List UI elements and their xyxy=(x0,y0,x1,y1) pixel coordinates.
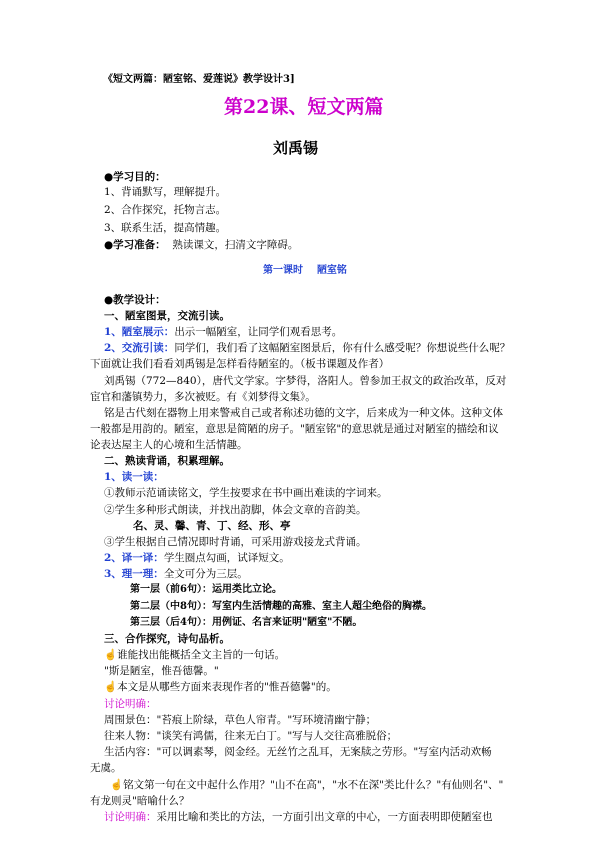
design-heading: ●教学设计： xyxy=(104,294,166,306)
objective-item: 3、联系生活，提高情趣。 xyxy=(104,222,227,234)
hand-pointer-icon: ☝ xyxy=(104,649,118,661)
paragraph-line: ③学生根据自己情况即时背诵，可采用游戏接龙式背诵。 xyxy=(104,536,367,548)
layer-item: 第二层（中8句）：写室内生活情趣的高雅、室主人超尘绝俗的胸襟。 xyxy=(130,601,432,612)
paragraph-line: 刘禹锡（772—840），唐代文学家。字梦得，洛阳人。曾参加王叔文的政治改革，反对 xyxy=(104,375,507,387)
answer-line: "斯是陋室，惟吾德馨。" xyxy=(104,665,219,677)
item-label: 2、译一译： xyxy=(104,552,164,564)
question-text: 铭文第一句在文中起什么作用？"山不在高"，"水不在深"类比什么？"有仙则名"、" xyxy=(123,779,504,791)
item-text: 同学们，我们看了这幅陋室图景后，你有什么感受呢？你想说些什么呢？ xyxy=(174,342,511,354)
prep-line xyxy=(104,237,298,253)
paragraph-line: 周围景色："苔痕上阶绿，草色人帘青。"写环境清幽宁静； xyxy=(104,714,377,726)
paragraph xyxy=(104,809,493,825)
paragraph-line: 下面就让我们看看刘禹锡是怎样看待陋室的。（板书课题及作者） xyxy=(90,358,390,370)
paragraph-line: 宦官和藩镇势力，多次被贬。有《刘梦得文集》。 xyxy=(90,391,316,403)
question xyxy=(104,679,337,695)
prep-text: 熟读课文，扫清文字障碍。 xyxy=(172,239,299,251)
objective-item: 2、合作探究，托物言志。 xyxy=(104,204,227,216)
question-text: 谁能找出能概括全文主旨的一句话。 xyxy=(117,649,286,661)
item-label: 2、交流引读： xyxy=(104,342,175,354)
layer-item: 第一层（前6句）：运用类比立论。 xyxy=(130,584,282,595)
paragraph-line: 有龙则灵"暗喻什么？ xyxy=(90,795,190,807)
paragraph-line: 无虞。 xyxy=(90,762,122,774)
paragraph xyxy=(104,566,248,582)
paragraph-line: ①教师示范诵读铭文，学生按要求在书中画出难读的字词来。 xyxy=(104,487,388,499)
paragraph-line: 一般都是用韵的。陋室，意思是简陋的房子。"陋室铭"的意思就是通过对陋室的描绘和议 xyxy=(90,423,499,435)
item-label: 1、陋室展示： xyxy=(104,326,175,338)
item-label: 3、理一理： xyxy=(104,568,164,580)
item-text: 全文可分为三层。 xyxy=(163,568,248,580)
paragraph xyxy=(104,550,290,566)
item-text: 学生圈点勾画，试译短文。 xyxy=(163,552,290,564)
paragraph-line: 论表达屋主人的心境和生活情趣。 xyxy=(90,439,248,451)
item-text: 出示一幅陋室，让同学们观看思考。 xyxy=(174,326,343,338)
paragraph xyxy=(104,324,342,340)
paragraph-line: ②学生多种形式朗读，并找出韵脚，体会文章的音韵美。 xyxy=(104,504,367,516)
discuss-label: 讨论明确： xyxy=(104,698,157,710)
paragraph-text: 采用比喻和类比的方法，一方面引出文章的中心，一方面表明即使陋室也 xyxy=(156,811,493,823)
lesson-name: 陋室铭 xyxy=(316,265,347,276)
hand-pointer-icon: ☝ xyxy=(104,681,118,693)
discuss-label: 讨论明确： xyxy=(104,811,157,823)
page-title: 第22课、短文两篇 xyxy=(224,96,384,118)
hand-pointer-icon: ☝ xyxy=(110,779,124,791)
question xyxy=(104,647,285,663)
lesson-label: 第一课时 xyxy=(263,265,303,276)
section-heading: 三、合作探究，诗句品析。 xyxy=(104,633,230,645)
rhyme-list: 名、灵、馨、青、丁、经、形、亭 xyxy=(133,520,291,532)
layer-item: 第三层（后4句）：用例证、名言来证明"陋室"不陋。 xyxy=(130,617,363,628)
paragraph-line: 生活内容："可以调素琴，阅金经。无丝竹之乱耳，无案牍之劳形。"写室内活动欢畅 xyxy=(104,746,492,758)
question xyxy=(110,777,503,793)
objectives-heading: ●学习目的： xyxy=(104,171,166,183)
item-label: 1、读一读： xyxy=(104,471,164,483)
section-heading: 二、熟读背诵，积累理解。 xyxy=(104,455,230,467)
author-name: 刘禹锡 xyxy=(273,139,319,157)
doc-label: 《短文两篇：陋室铭、爱莲说》教学设计3] xyxy=(103,74,295,85)
section-heading: 一、陋室图景，交流引读。 xyxy=(104,310,230,322)
lesson-heading xyxy=(263,264,347,278)
paragraph-line: 铭是古代刻在器物上用来警戒自己或者称述功德的文字，后来成为一种文体。这种文体 xyxy=(104,407,503,419)
paragraph-line: 往来人物："谈笑有鸿儒，往来无白丁。"写与人交往高雅脱俗； xyxy=(104,730,398,742)
question-text: 本文是从哪些方面来表现作者的"惟吾德馨"的。 xyxy=(117,681,337,693)
paragraph xyxy=(104,340,510,356)
objective-item: 1、背诵默写，理解提升。 xyxy=(104,186,227,198)
prep-label: ●学习准备： xyxy=(104,239,166,251)
